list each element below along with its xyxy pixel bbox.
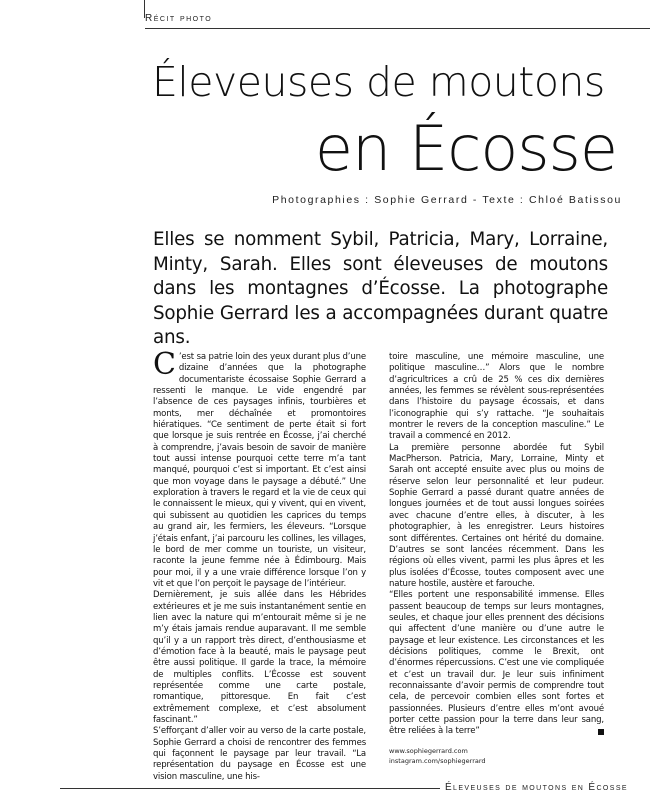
title-line-2: en Écosse	[314, 112, 617, 185]
instagram-link[interactable]: instagram.com/sophiegerrard	[389, 757, 486, 765]
section-label: Récit photo	[145, 13, 213, 24]
drop-cap: C	[153, 347, 176, 382]
body-paragraph-text: ’est sa patrie loin des yeux durant plus d’une dizaine d’années que la photographe documentariste écossaise Sophie Gerrard a ressenti le manque. Le vide engendré par l’absence de ces paysages infinis, tourbières et monts, mer déchaînée et promontoires hiératiques. “Ce sentiment de perte était si fort que lorsque je suis rentrée en Écosse, j’ai cherché à comprendre, j’avais besoin de savoir de manière tout aussi intense pourquoi cette terre m’a tant manqué, pourquoi c’est si important. Et c’est ainsi que mon voyage dans le paysage a débuté.” Une exploration à travers le regard et la vie de ceux qui le connaissent le mieux, qui y vivent, qui en vivent, qui subissent au quotidien les caprices du temps au grand air, les fermiers, les éleveurs. “Lorsque j’étais enfant, j’ai parcouru les collines, les villages, le bord de mer comme un touriste, un visiteur, raconte la jeune femme née à Édimbourg. Mais pour moi, il y a une vraie différence lorsque l’on y vit et que l’on perçoit le paysage de l’intérieur.	[153, 352, 366, 589]
body-paragraph-final	[389, 590, 604, 737]
body-paragraph	[153, 347, 366, 590]
credits: Photographies : Sophie Gerrard - Texte : Chloé Batissou	[272, 194, 622, 206]
web-links	[389, 746, 486, 766]
body-paragraph: La première personne abordée fut Sybil MacPherson. Patricia, Mary, Lorraine, Minty et Sarah ont accepté ensuite avec plus ou moins de réserve selon leur personnalité et leur pudeur. Sophie Gerrard a passé durant quatre années de longues journées et de tout aussi longues soirées avec chacune d’entre elles, à discuter, à les photographier, à les enregistrer. Leurs histoires sont différentes. Certaines ont hérité du domaine. D’autres se sont lancées récemment. Dans les régions où elles vivent, parmi les plus âpres et les plus isolées d’Écosse, toutes composent avec une nature hostile, austère et farouche.	[389, 442, 604, 589]
body-column-right	[389, 352, 604, 738]
footer-label: Éleveuses de moutons en Écosse	[444, 782, 628, 793]
body-paragraph: S’efforçant d’aller voir au verso de la carte postale, Sophie Gerrard a choisi de rencontrer des femmes qui façonnent le paysage par leur travail. “La représentation du paysage en Écosse est une vision masculine, une his-	[153, 726, 366, 782]
title-line-1: Éleveuses de moutons	[152, 58, 605, 106]
body-paragraph-text: “Elles portent une responsabilité immense. Elles passent beaucoup de temps sur leurs montagnes, seules, et chaque jour elles prennent des décisions qui affectent d’une manière ou d’une autre le paysage et leur existence. Les circonstances et les décisions politiques, comme le Brexit, ont d’énormes répercussions. C’est une vie compliquée et c’est un travail dur. Je leur suis infiniment reconnaissante d’avoir permis de comprendre tout cela, de percevoir combien elles sont fortes et passionnées. Plusieurs d’entre elles m’ont avoué porter cette passion pour la terre dans leur sang, être reliées à la terre”	[389, 590, 604, 737]
body-paragraph: Dernièrement, je suis allée dans les Hébrides extérieures et je me suis instantanément sentie en lien avec la nature qui m’entourait même si je ne m’y étais jamais rendue auparavant. Il me semble qu’il y a un rapport très direct, d’enthousiasme et d’émotion face à la beauté, mais le paysage peut être aussi politique. Il garde la trace, la mémoire de multiples conflits. L’Écosse est souvent représentée comme une carte postale, romantique, pittoresque. En fait c’est extrêmement complexe, et c’est absolument fascinant.”	[153, 590, 366, 725]
body-column-left	[153, 347, 366, 783]
body-paragraph: toire masculine, une mémoire masculine, une politique masculine…” Alors que le nombre d’agricultrices a crû de 25 % ces dix dernières années, les femmes se révèlent sous-représentées dans l’histoire du paysage écossais, et dans l’iconographie qui s’y rattache. “Je souhaitais montrer le revers de la conception masculine.” Le travail a commencé en 2012.	[389, 352, 604, 442]
footer-rule	[60, 788, 440, 789]
header-rule	[145, 28, 650, 29]
end-mark-icon	[598, 729, 604, 735]
intro-paragraph: Elles se nomment Sybil, Patricia, Mary, Lorraine, Minty, Sarah. Elles sont éleveuses de moutons dans les montagnes d’Écosse. La photographe Sophie Gerrard les a accompagnées durant quatre ans.	[153, 229, 608, 348]
website-link[interactable]: www.sophiegerrard.com	[389, 747, 468, 755]
